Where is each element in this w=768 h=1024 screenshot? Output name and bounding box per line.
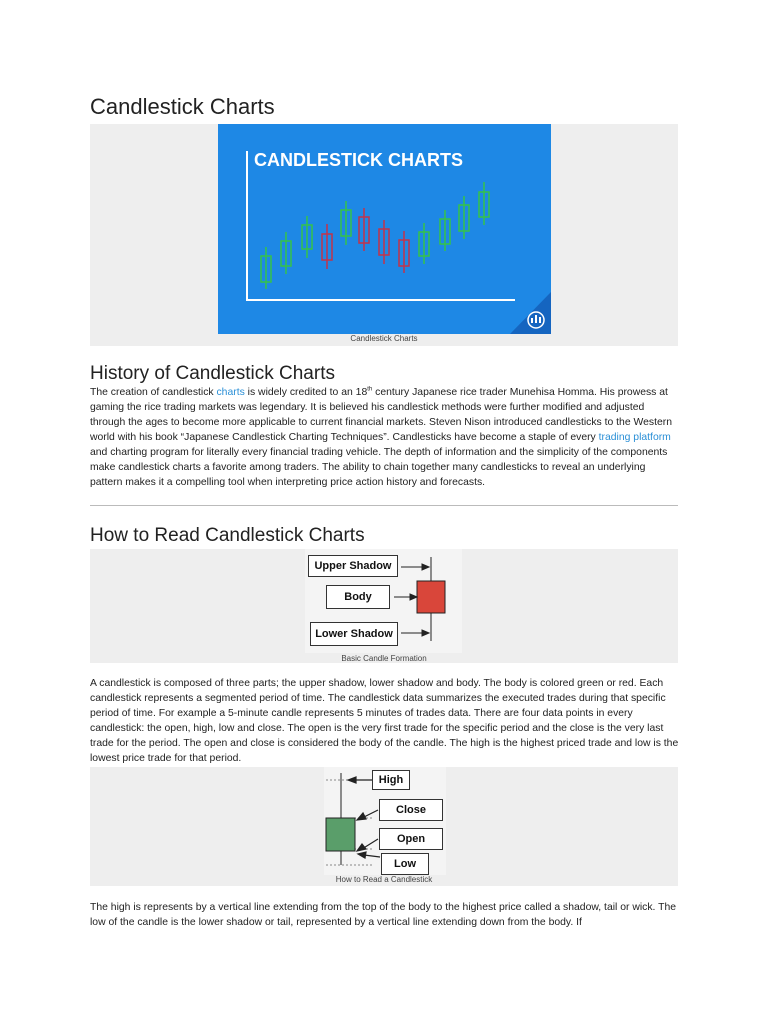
high-label: High: [372, 770, 410, 790]
banner-title: CANDLESTICK CHARTS: [254, 150, 463, 170]
read-candlestick-figure: [90, 767, 678, 886]
candle-body: [326, 818, 355, 851]
upper-shadow-label: Upper Shadow: [308, 555, 398, 577]
body-label: Body: [326, 585, 390, 609]
superscript-th: th: [367, 386, 373, 393]
candle-formation-caption: Basic Candle Formation: [341, 654, 427, 663]
history-text-2: is widely credited to an 18: [244, 387, 368, 398]
candle-formation-figure: [90, 549, 678, 663]
history-text-3: century Japanese rice trader Munehisa Homma. His prowess at gaming the rice trading markets was legendary. It is believed his candlestick methods were further modified and adjusted through the ages to become more applicable to current financial markets. Steven Nison introduced candlesticks to the Western world with his book “Japanese Candlestick Charting Techniques”. Candlesticks have become a staple of every: [90, 387, 672, 443]
trading-platform-link[interactable]: trading platform: [598, 432, 671, 443]
open-label: Open: [379, 828, 443, 850]
page-title: Candlestick Charts: [90, 94, 275, 119]
lower-shadow-label: Lower Shadow: [310, 622, 398, 646]
close-label: Close: [379, 799, 443, 821]
how-to-read-paragraph: A candlestick is composed of three parts; the upper shadow, lower shadow and body. The body is colored green or red. Each candlestick represents a segmented period of time. The candlestick data summarizes the executed trades during that specific period of time. For example a 5-minute candle represents 5 minutes of trades data. There are four data points in every candlestick: the open, high, low and close. The open is the very first trade for the specific period and the close is the very last trade for the period. The open and close is considered the body of the candle. The high is the highest priced trade and low is the lowest price trade for that period.: [90, 678, 679, 764]
history-paragraph: [90, 385, 680, 490]
candlestick-banner-image: [218, 124, 551, 334]
hero-caption: Candlestick Charts: [350, 334, 418, 343]
history-text-4: and charting program for literally every financial trading vehicle. The depth of information and the simplicity of the components make candlestick charts a favorite among traders. The ability to chain together many candlesticks to reveal an underlying pattern makes it a compelling tool when interpreting price action history and forecasts.: [90, 447, 668, 488]
charts-link[interactable]: charts: [216, 387, 245, 398]
high-low-paragraph: The high is represents by a vertical line extending from the top of the body to the highest price called a shadow, tail or wick. The low of the candle is the lower shadow or tail, represented by a vertical line extending down from the body. If: [90, 902, 677, 928]
low-label: Low: [381, 853, 429, 875]
section-divider: [90, 505, 678, 506]
read-candlestick-caption: How to Read a Candlestick: [335, 875, 433, 884]
hero-figure: [90, 124, 678, 346]
how-to-read-heading: How to Read Candlestick Charts: [90, 525, 365, 546]
history-text-1: The creation of candlestick: [90, 387, 217, 398]
candle-body: [417, 581, 445, 613]
history-heading: History of Candlestick Charts: [90, 363, 335, 384]
